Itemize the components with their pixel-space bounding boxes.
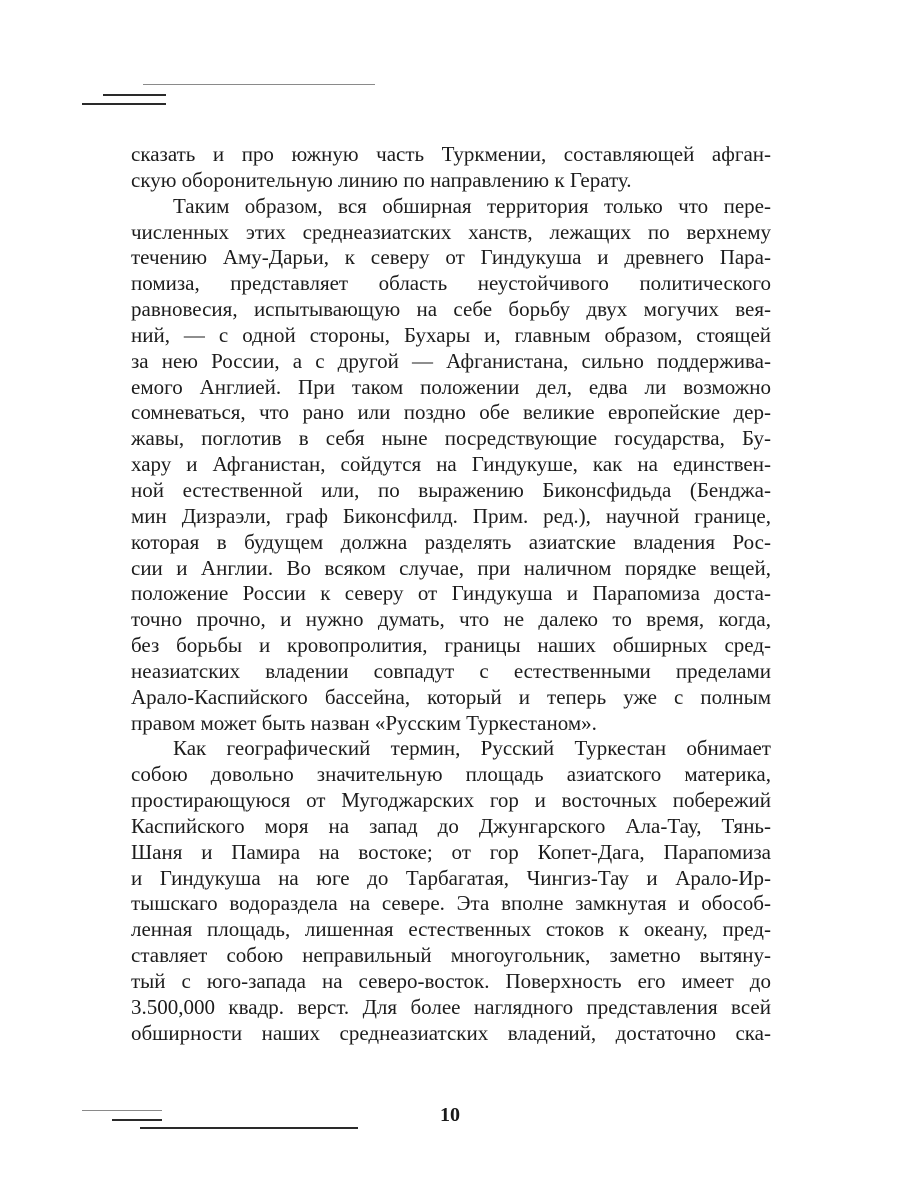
text-line: ставляет собою неправильный многоугольник, заметно вытяну-	[131, 943, 771, 968]
text-line: течению Аму-Дарьи, к северу от Гиндукуша и древнего Пара-	[131, 245, 771, 270]
text-line: тый с юго-запада на северо-восток. Поверхность его имеет до	[131, 969, 771, 993]
footer-rule-long	[140, 1127, 358, 1129]
text-line: Каспийского моря на запад до Джунгарского Ала-Тау, Тянь-	[131, 813, 771, 838]
text-line: помиза, представляет область неустойчивого политического	[131, 271, 771, 296]
page-number: 10	[440, 1104, 460, 1126]
body-text	[131, 142, 771, 1047]
text-line: Арало-Каспийского бассейна, который и теперь уже с полным	[131, 684, 771, 709]
text-line: равновесия, испытывающую на себе борьбу двух могучих вея-	[131, 297, 771, 322]
text-line: сказать и про южную часть Туркмении, составляющей афган-	[131, 142, 771, 166]
text-line: тышскаго водораздела на севере. Эта вполне замкнутая и обособ-	[131, 891, 771, 916]
text-line: Как географический термин, Русский Туркестан обнимает	[173, 736, 771, 761]
text-line: правом может быть назван «Русским Туркестаном».	[131, 710, 597, 735]
text-line: 3.500,000 квадр. верст. Для более наглядного представления всей	[131, 994, 771, 1019]
header-rule-short-upper	[103, 94, 166, 96]
header-rule-long	[143, 84, 375, 85]
text-line: ленная площадь, лишенная естественных стоков к океану, пред-	[131, 917, 771, 942]
text-line: Шаня и Памира на востоке; от гор Копет-Дага, Парапомиза	[131, 839, 771, 864]
text-line: жавы, поглотив в себя ныне посредствующие государства, Бу-	[131, 426, 771, 451]
text-line: которая в будущем должна разделять азиатские владения Рос-	[131, 529, 771, 554]
text-line: и Гиндукуша на юге до Тарбагатая, Чингиз-Тау и Арало-Ир-	[131, 865, 771, 890]
text-line: собою довольно значительную площадь азиатского материка,	[131, 762, 771, 787]
text-line: мин Дизраэли, граф Биконсфилд. Прим. ред.), научной границе,	[131, 503, 771, 528]
text-line: численных этих среднеазиатских ханств, лежащих по верхнему	[131, 219, 771, 244]
text-line: за нею России, а с другой — Афганистана, сильно поддержива-	[131, 348, 771, 373]
text-line: точно прочно, и нужно думать, что не далеко то время, когда,	[131, 607, 771, 632]
text-line: хару и Афганистан, сойдутся на Гиндукуше, как на единствен-	[131, 452, 771, 477]
text-line: сомневаться, что рано или поздно обе великие европейские дер-	[131, 400, 771, 425]
text-line: без борьбы и кровопролития, границы наших обширных сред-	[131, 633, 771, 658]
text-line: ний, — с одной стороны, Бухары и, главным образом, стоящей	[131, 322, 771, 347]
text-line: простирающуюся от Мугоджарских гор и восточных побережий	[131, 788, 771, 813]
text-line: неазиатских владении совпадут с естественными пределами	[131, 658, 771, 683]
text-line: емого Англией. При таком положении дел, едва ли возможно	[131, 374, 771, 399]
header-rule-short-lower	[82, 103, 166, 105]
text-line: скую оборонительную линию по направлению к Герату.	[131, 167, 632, 192]
text-line: обширности наших среднеазиатских владений, достаточно ска-	[131, 1020, 771, 1045]
text-line: ной естественной или, по выражению Биконсфидьда (Бенджа-	[131, 477, 771, 502]
text-line: сии и Англии. Во всяком случае, при наличном порядке вещей,	[131, 555, 771, 580]
text-line: положение России к северу от Гиндукуша и Парапомиза доста-	[131, 581, 771, 606]
text-line: Таким образом, вся обширная территория только что пере-	[173, 193, 771, 218]
